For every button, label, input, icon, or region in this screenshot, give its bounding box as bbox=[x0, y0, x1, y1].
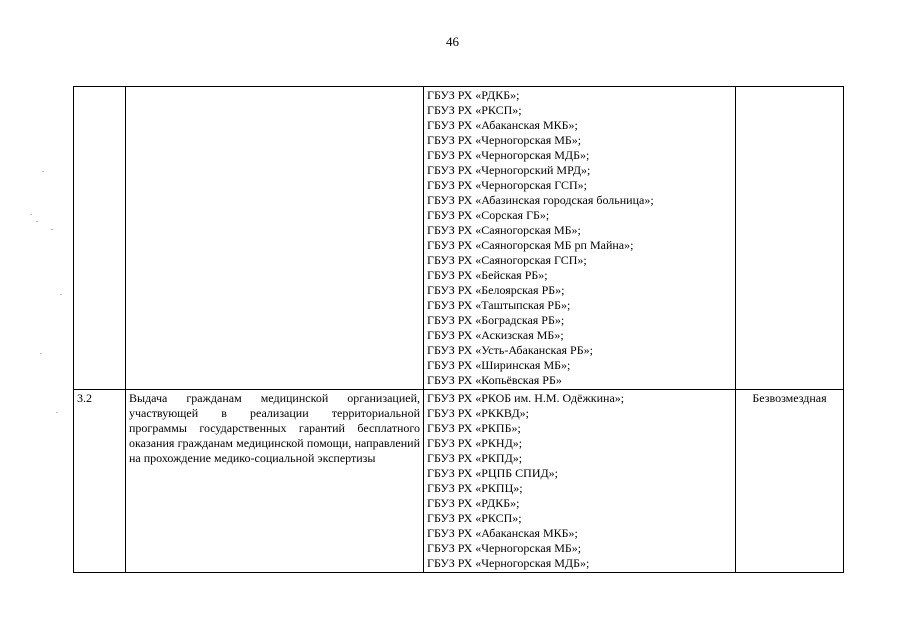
organization-item: ГБУЗ РХ «Черногорская ГСП»; bbox=[427, 178, 588, 192]
organization-item: ГБУЗ РХ «РКПБ»; bbox=[427, 421, 521, 435]
organization-item: ГБУЗ РХ «РКОБ им. Н.М. Одёжкина»; bbox=[427, 391, 625, 405]
organization-item: ГБУЗ РХ «Черногорский МРД»; bbox=[427, 163, 591, 177]
organization-item: ГБУЗ РХ «Абаканская МКБ»; bbox=[427, 118, 578, 132]
organization-item: ГБУЗ РХ «Черногорская МДБ»; bbox=[427, 148, 590, 162]
organization-item: ГБУЗ РХ «РДКБ»; bbox=[427, 88, 520, 102]
organization-item: ГБУЗ РХ «Саяногорская МБ рп Майна»; bbox=[427, 238, 634, 252]
scan-speck bbox=[56, 412, 58, 413]
scan-speck bbox=[36, 221, 38, 222]
scan-speck bbox=[30, 214, 32, 215]
organization-item: ГБУЗ РХ «Белоярская РБ»; bbox=[427, 283, 565, 297]
organization-item: ГБУЗ РХ «РКСП»; bbox=[427, 511, 522, 525]
organization-item: ГБУЗ РХ «Черногорская МДБ»; bbox=[427, 556, 590, 570]
scan-speck bbox=[51, 229, 53, 230]
organization-item: ГБУЗ РХ «Сорская ГБ»; bbox=[427, 208, 550, 222]
table-body bbox=[74, 87, 844, 573]
row-number-cell bbox=[74, 87, 126, 390]
organization-item: ГБУЗ РХ «Копьёвская РБ» bbox=[427, 373, 562, 387]
organization-item: ГБУЗ РХ «Абазинская городская больница»; bbox=[427, 193, 654, 207]
organization-item: ГБУЗ РХ «Ширинская МБ»; bbox=[427, 358, 571, 372]
organization-item: ГБУЗ РХ «РЦПБ СПИД»; bbox=[427, 466, 558, 480]
scan-speck bbox=[42, 171, 44, 172]
organization-item: ГБУЗ РХ «РКНД»; bbox=[427, 436, 523, 450]
services-table bbox=[73, 86, 844, 573]
scan-speck bbox=[60, 294, 62, 295]
organization-item: ГБУЗ РХ «Черногорская МБ»; bbox=[427, 133, 582, 147]
organization-item: ГБУЗ РХ «РКСП»; bbox=[427, 103, 522, 117]
organization-item: ГБУЗ РХ «Таштыпская РБ»; bbox=[427, 298, 571, 312]
organization-item: ГБУЗ РХ «Бейская РБ»; bbox=[427, 268, 548, 282]
organization-item: ГБУЗ РХ «Саяногорская ГСП»; bbox=[427, 253, 587, 267]
organization-item: ГБУЗ РХ «Аскизская МБ»; bbox=[427, 328, 564, 342]
organization-item: ГБУЗ РХ «Усть-Абаканская РБ»; bbox=[427, 343, 593, 357]
organizations-cell bbox=[424, 390, 736, 573]
organizations-cell bbox=[424, 87, 736, 390]
organization-item: ГБУЗ РХ «Черногорская МБ»; bbox=[427, 541, 582, 555]
table-row bbox=[74, 390, 844, 573]
fee-cell bbox=[736, 87, 844, 390]
organization-item: ГБУЗ РХ «РКПД»; bbox=[427, 451, 523, 465]
row-number-cell: 3.2 bbox=[74, 390, 126, 573]
service-description-cell bbox=[126, 87, 424, 390]
organization-item: ГБУЗ РХ «РДКБ»; bbox=[427, 496, 520, 510]
table-row bbox=[74, 87, 844, 390]
organization-item: ГБУЗ РХ «РККВД»; bbox=[427, 406, 529, 420]
organization-item: ГБУЗ РХ «Саяногорская МБ»; bbox=[427, 223, 581, 237]
service-description-cell: Выдача гражданам медицинской организацией, участвующей в реализации территориальной программы государственных гарантий бесплатного оказания гражданам медицинской помощи, направлений на прохождение медико-социальной экспертизы bbox=[126, 390, 424, 573]
organization-item: ГБУЗ РХ «Абаканская МКБ»; bbox=[427, 526, 578, 540]
scan-speck bbox=[40, 353, 42, 354]
fee-cell: Безвозмездная bbox=[736, 390, 844, 573]
organization-item: ГБУЗ РХ «РКПЦ»; bbox=[427, 481, 523, 495]
organization-item: ГБУЗ РХ «Боградская РБ»; bbox=[427, 313, 565, 327]
page-number: 46 bbox=[446, 34, 459, 49]
